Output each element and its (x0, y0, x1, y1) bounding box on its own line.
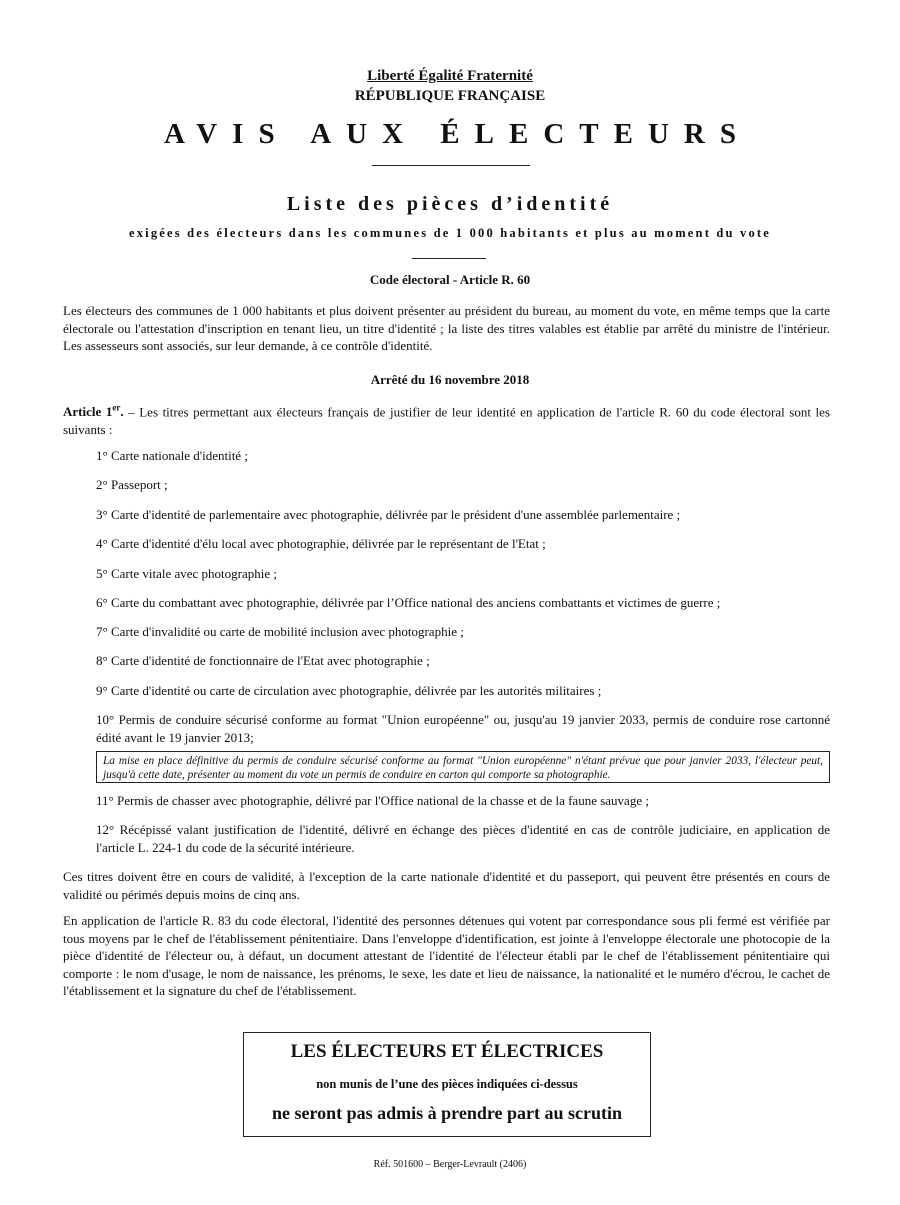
list-item: 12° Récépissé valant justification de l'identité, délivré en échange des pièces d'identité en cas de contrôle judiciaire, en application de l'article L. 224-1 du code de la sécurité intérieure. (96, 822, 830, 855)
list-item: 2° Passeport ; (96, 477, 168, 492)
list-item: 3° Carte d'identité de parlementaire avec photographie, délivrée par le président d'une assemblée parlementaire ; (96, 507, 681, 522)
motto: Liberté Égalité Fraternité (367, 68, 533, 84)
detainee-paragraph: En application de l'article R. 83 du code électoral, l'identité des personnes détenues qui votent par correspondance sous pli fermé est vérifiée par tous moyens par le chef de l'établissement pénitentiaire. Dans l'enveloppe d'identification, est jointe à l'enveloppe électorale une photocopie de la pièce d'identité de l'électeur ou, à défaut, un document attestant de l'identité de l'électeur établi par le chef de l'établissement pénitentiaire qui comporte : le nom d'usage, le nom de naissance, les prénoms, le sexe, les date et lieu de naissance, la nationalité et le numéro d'écrou, le cachet de l'établissement et la signature du chef de l'établissement. (63, 913, 830, 998)
validity-paragraph: Ces titres doivent être en cours de validité, à l'exception de la carte nationale d'identité et du passeport, qui peuvent être présentés en cours de validité ou périmés depuis moins de cinq ans. (63, 869, 830, 902)
arrete-heading: Arrêté du 16 novembre 2018 (370, 372, 530, 387)
republic-name: RÉPUBLIQUE FRANÇAISE (354, 88, 546, 104)
warning-footer: ne seront pas admis à prendre part au scrutin (271, 1103, 623, 1123)
list-item: 10° Permis de conduire sécurisé conforme au format "Union européenne" ou, jusqu'au 19 janvier 2033, permis de conduire rose cartonné édité avant le 19 janvier 2013; (96, 712, 830, 745)
article-label: Article 1er. (63, 403, 124, 420)
list-item: 1° Carte nationale d'identité ; (96, 448, 248, 463)
warning-box (243, 1032, 651, 1137)
list-item: 7° Carte d'invalidité ou carte de mobilité inclusion avec photographie ; (96, 624, 464, 639)
subtitle: Liste des pièces d’identité (286, 193, 614, 215)
reference-footer: Réf. 501600 – Berger-Levrault (2406) (373, 1159, 527, 1170)
list-item: 11° Permis de chasser avec photographie, délivré par l'Office national de la chasse et de la faune sauvage ; (96, 793, 649, 808)
list-item: 6° Carte du combattant avec photographie, délivrée par l’Office national des anciens combattants et victimes de guerre ; (96, 595, 721, 610)
page-title: AVIS AUX ÉLECTEURS (164, 118, 751, 150)
code-paragraph: Les électeurs des communes de 1 000 habitants et plus doivent présenter au président du bureau, au moment du vote, en même temps que la carte électorale ou l'attestation d'inscription en tenant lieu, un titre d'identité ; la liste des titres valables est établie par arrêté du ministre de l'intérieur. Les assesseurs sont associés, sur leur demande, à ce contrôle d'identité. (63, 303, 830, 353)
warning-subtitle: non munis de l’une des pièces indiquées ci-dessus (316, 1077, 578, 1091)
code-heading: Code électoral - Article R. 60 (369, 272, 531, 287)
article-paragraph (63, 400, 830, 438)
list-item: 5° Carte vitale avec photographie ; (96, 566, 277, 581)
subtitle-divider (412, 258, 486, 259)
warning-title: LES ÉLECTEURS ET ÉLECTRICES (290, 1041, 604, 1062)
list-item: 9° Carte d'identité ou carte de circulation avec photographie, délivrée par les autorités militaires ; (96, 683, 602, 698)
article-intro: – Les titres permettant aux électeurs français de justifier de leur identité en application de l'article R. 60 du code électoral sont les suivants : (63, 404, 830, 437)
list-item: 4° Carte d'identité d'élu local avec photographie, délivrée par le représentant de l'Etat ; (96, 536, 546, 551)
subsubtitle: exigées des électeurs dans les communes de 1 000 habitants et plus au moment du vote (128, 226, 772, 240)
list-item: 8° Carte d'identité de fonctionnaire de l'Etat avec photographie ; (96, 653, 430, 668)
permit-note-box: La mise en place définitive du permis de conduire sécurisé conforme au format "Union européenne" n'étant prévue que pour janvier 2033, l'électeur peut, jusqu'à cette date, présenter au moment du vote un permis de conduire en carton qui comporte sa photographie. (96, 751, 830, 783)
title-divider (372, 165, 530, 166)
